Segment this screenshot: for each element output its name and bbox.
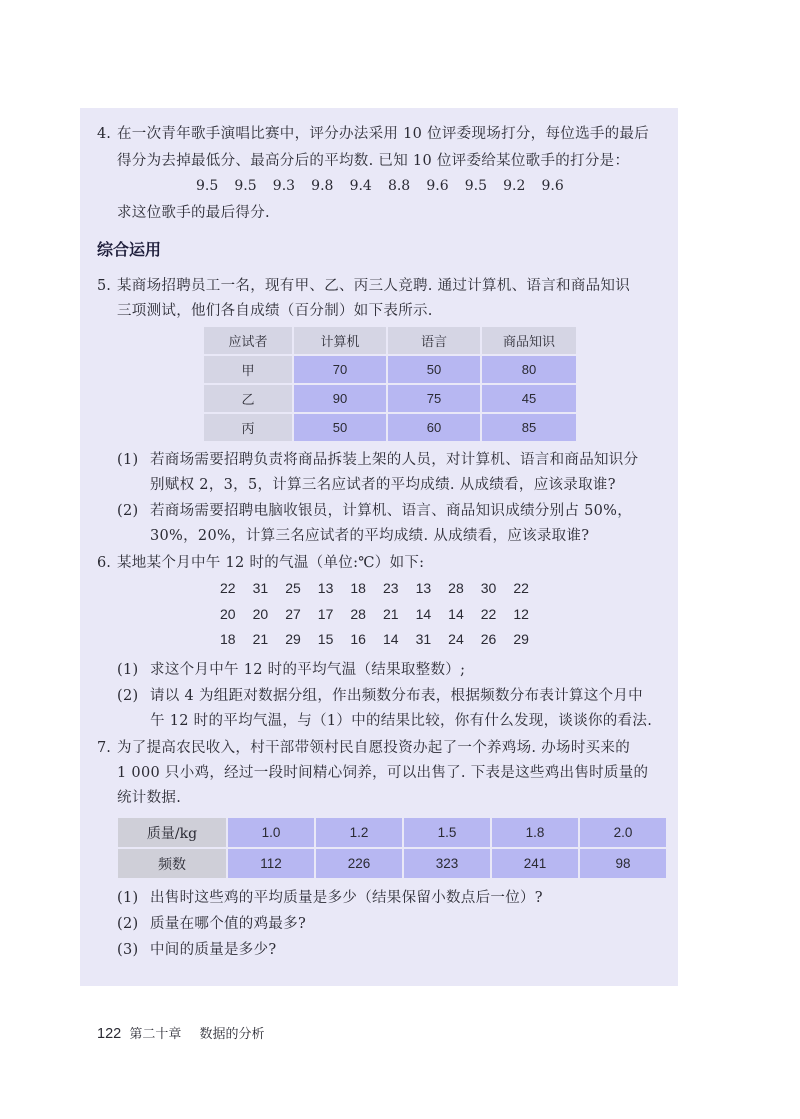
table-row (203, 355, 577, 384)
problem-7-line-1: 为了提高农民收入，村干部带领村民自愿投资办起了一个养鸡场. 办场时买来的 (117, 740, 631, 756)
problem-6-q1-line-1: 求这个月中午 12 时的平均气温（结果取整数）; (150, 662, 466, 678)
table-cell: 226 (315, 848, 403, 879)
temperature-value: 13 (317, 580, 334, 596)
temperature-value: 29 (513, 631, 529, 647)
temperature-value: 21 (382, 606, 399, 622)
problem-5-q2-label: (2) (117, 503, 139, 519)
temperature-value: 29 (285, 631, 301, 647)
problem-4-number: 4. (97, 126, 111, 142)
problem-7-q1-line-1: 出售时这些鸡的平均质量是多少（结果保留小数点后一位）? (150, 890, 543, 906)
problem-7-q1-label: (1) (117, 890, 139, 906)
table-cell: 1.2 (315, 817, 403, 848)
table-row (117, 848, 667, 879)
problem-6-q2-label: (2) (117, 688, 139, 704)
table-cell: 90 (293, 384, 387, 413)
table-header: 应试者 (203, 326, 293, 355)
table-cell: 241 (491, 848, 579, 879)
temperature-value: 12 (513, 606, 529, 622)
problem-6-q1-label: (1) (117, 662, 139, 678)
score: 9.6 (541, 178, 564, 194)
table-cell: 323 (403, 848, 491, 879)
problem-7-line-3: 统计数据. (117, 790, 182, 806)
table-header: 计算机 (293, 326, 387, 355)
problem-5-line-2: 三项测试，他们各自成绩（百分制）如下表所示. (117, 303, 433, 319)
temperature-value: 23 (382, 580, 399, 596)
problem-7-q2-line-1: 质量在哪个值的鸡最多? (150, 916, 307, 932)
table-cell: 1.8 (491, 817, 579, 848)
score: 9.6 (426, 178, 449, 194)
temperature-value: 14 (415, 606, 432, 622)
temperature-value: 28 (448, 580, 464, 596)
problem-6-number: 6. (97, 555, 111, 571)
row-header: 丙 (203, 413, 293, 442)
table-header: 语言 (387, 326, 481, 355)
temperature-value: 26 (480, 631, 497, 647)
table-cell: 45 (481, 384, 577, 413)
temperature-row (220, 606, 546, 622)
table-cell: 2.0 (579, 817, 667, 848)
table-header: 商品知识 (481, 326, 577, 355)
temperature-value: 22 (220, 580, 236, 596)
weight-frequency-table (116, 816, 668, 880)
temperature-value: 28 (350, 606, 366, 622)
table-cell: 60 (387, 413, 481, 442)
table-cell: 70 (293, 355, 387, 384)
score: 9.8 (311, 178, 334, 194)
score: 9.5 (196, 178, 219, 194)
table-cell: 80 (481, 355, 577, 384)
table-cell: 50 (387, 355, 481, 384)
score: 9.4 (349, 178, 372, 194)
table-cell: 75 (387, 384, 481, 413)
table-row (203, 384, 577, 413)
row-header: 乙 (203, 384, 293, 413)
score: 9.5 (464, 178, 487, 194)
temperature-value: 25 (285, 580, 301, 596)
temperature-value: 20 (220, 606, 236, 622)
problem-5-q1-line-1: 若商场需要招聘负责将商品拆装上架的人员，对计算机、语言和商品知识分 (150, 452, 639, 468)
row-header: 质量/kg (117, 817, 227, 848)
temperature-value: 27 (285, 606, 301, 622)
row-header: 甲 (203, 355, 293, 384)
temperature-row (220, 631, 546, 647)
chapter-title: 数据的分析 (199, 1027, 265, 1042)
problem-5-q2-line-2: 30%，20%，计算三名应试者的平均成绩. 从成绩看，应该录取谁? (150, 528, 590, 544)
temperature-value: 24 (448, 631, 464, 647)
table-cell: 98 (579, 848, 667, 879)
table-cell: 50 (293, 413, 387, 442)
temperature-value: 21 (252, 631, 269, 647)
temperature-value: 14 (382, 631, 399, 647)
problem-5-q1-label: (1) (117, 452, 139, 468)
table-row (203, 413, 577, 442)
temperature-value: 30 (480, 580, 497, 596)
temperature-value: 22 (480, 606, 497, 622)
table-cell: 85 (481, 413, 577, 442)
section-title: 综合运用 (97, 240, 162, 259)
problem-5-number: 5. (97, 278, 111, 294)
problem-6-q2-line-1: 请以 4 为组距对数据分组，作出频数分布表，根据频数分布表计算这个月中 (150, 688, 643, 704)
problem-4-line-2: 得分为去掉最低分、最高分后的平均数. 已知 10 位评委给某位歌手的打分是： (117, 153, 630, 169)
problem-5-q1-line-2: 别赋权 2，3，5，计算三名应试者的平均成绩. 从成绩看，应该录取谁? (150, 477, 616, 493)
temperature-value: 18 (220, 631, 236, 647)
score: 8.8 (387, 178, 411, 194)
temperature-value: 16 (350, 631, 366, 647)
problem-4-line-1: 在一次青年歌手演唱比赛中，评分办法采用 10 位评委现场打分，每位选手的最后 (117, 126, 650, 142)
temperature-value: 22 (513, 580, 529, 596)
score: 9.3 (272, 178, 296, 194)
table-cell: 1.5 (403, 817, 491, 848)
table-cell: 1.0 (227, 817, 315, 848)
page-footer (97, 1023, 265, 1042)
temperature-value: 13 (415, 580, 432, 596)
score: 9.5 (234, 178, 257, 194)
problem-7-q3-label: (3) (117, 942, 139, 958)
problem-7-number: 7. (97, 740, 111, 756)
problem-5-q2-line-1: 若商场需要招聘电脑收银员，计算机、语言、商品知识成绩分别占 50%， (150, 503, 633, 519)
problem-7-line-2: 1 000 只小鸡，经过一段时间精心饲养，可以出售了. 下表是这些鸡出售时质量的 (117, 765, 649, 781)
problem-7-q3-line-1: 中间的质量是多少? (150, 942, 277, 958)
page-number: 122 (97, 1026, 122, 1042)
temperature-value: 31 (252, 580, 269, 596)
table-cell: 112 (227, 848, 315, 879)
temperature-value: 15 (317, 631, 334, 647)
temperature-value: 17 (317, 606, 334, 622)
chapter-label: 第二十章 (129, 1027, 182, 1042)
score: 9.2 (503, 178, 526, 194)
problem-4-scores (196, 178, 580, 194)
temperature-value: 14 (448, 606, 464, 622)
problem-5-line-1: 某商场招聘员工一名，现有甲、乙、丙三人竞聘. 通过计算机、语言和商品知识 (117, 278, 631, 294)
score-table (202, 325, 578, 443)
problem-6-line-1: 某地某个月中午 12 时的气温（单位:℃）如下: (117, 555, 425, 571)
table-header-row (203, 326, 577, 355)
temperature-value: 18 (350, 580, 366, 596)
problem-6-q2-line-2: 午 12 时的平均气温，与（1）中的结果比较，你有什么发现，谈谈你的看法. (150, 713, 653, 729)
table-row (117, 817, 667, 848)
problem-4-line-3: 求这位歌手的最后得分. (117, 205, 270, 221)
problem-7-q2-label: (2) (117, 916, 139, 932)
row-header: 频数 (117, 848, 227, 879)
temperature-value: 31 (415, 631, 432, 647)
temperature-value: 20 (252, 606, 269, 622)
temperature-row (220, 580, 546, 596)
